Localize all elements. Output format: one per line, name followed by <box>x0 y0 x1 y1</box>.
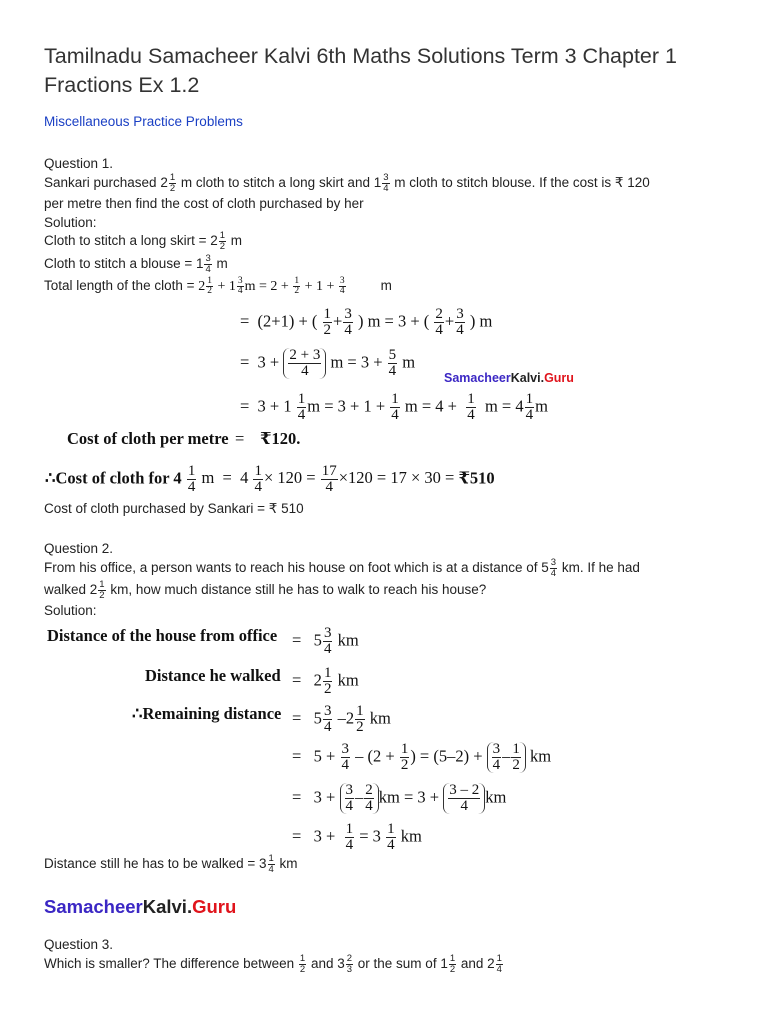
house-distance-value: = 5 $\frac{3}{4}$ km <box>292 625 359 657</box>
answer-1: Cost of cloth purchased by Sankari = ₹ 510 <box>44 501 304 516</box>
samacheer-kalvi-logo-small: SamacheerKalvi.Guru <box>444 371 574 385</box>
question-3-text: Which is smaller? The difference between $\frac{1}{2}$ and 3 $\frac{2}{3}$ or the sum of 1 $\frac{1}{2}$ and 2 $\frac{1}{4}$ <box>44 953 502 975</box>
walked-distance-label: Distance he walked <box>145 666 281 685</box>
question-1-text-line2: per metre then find the cost of cloth purchased by her <box>44 196 364 211</box>
remaining-distance-step1: = 5 $\frac{3}{4}$ –2 $\frac{1}{2}$ km <box>292 703 391 735</box>
house-distance-label: Distance of the house from office <box>47 626 278 645</box>
answer-2: Distance still he has to be walked = 3 $\frac{1}{4}$ km <box>44 853 298 875</box>
cost-per-metre-value: ₹120. <box>260 429 301 448</box>
total-length-line: Total length of the cloth = 2 $\frac{1}{2}$ + 1 $\frac{3}{4}$ m = 2 + $\frac{1}{2}$ + 1 + $\frac{3}{4}$ m <box>44 275 392 297</box>
question-1-label: Question 1. <box>44 156 114 171</box>
question-2-text-line2: walked 2 $\frac{1}{2}$ km, how much distance still he has to walk to reach his house? <box>44 579 487 601</box>
calc-step-2: = 3 + $\frac{2 + 3}{4}$ m = 3 + $\frac{5}{4}$ m <box>240 347 416 379</box>
cost-total-line: ∴Cost of cloth for 4 $\frac{1}{4}$ m = 4 $\frac{1}{4}$ × 120 = $\frac{17}{4}$ ×120 = 17 × 30 = ₹510 <box>45 463 495 495</box>
remaining-distance-step4: = 3 + $\frac{1}{4}$ = 3 $\frac{1}{4}$ km <box>292 821 422 853</box>
remaining-distance-step3: = 3 + $\frac{3}{4}$ – $\frac{2}{4}$ km = 3 + $\frac{3 - 2}{4}$ km <box>292 782 507 814</box>
remaining-distance-label: ∴Remaining distance <box>132 704 282 723</box>
question-3-label: Question 3. <box>44 937 114 952</box>
remaining-distance-step2: = 5 + $\frac{3}{4}$ – (2 + $\frac{1}{2}$ ) = (5–2) + $\frac{3}{4}$ – $\frac{1}{2}$ km <box>292 741 552 773</box>
question-2-text-line1: From his office, a person wants to reach his house on foot which is at a distance of 5 $\frac{3}{4}$ km. If he had <box>44 557 640 579</box>
solution-1-label: Solution: <box>44 215 97 230</box>
cost-per-metre-equals: = <box>235 429 245 448</box>
section-subheading[interactable]: Miscellaneous Practice Problems <box>44 114 243 129</box>
question-1-text-line1: Sankari purchased 2 $\frac{1}{2}$ m cloth to stitch a long skirt and 1 $\frac{3}{4}$ m cloth to stitch blouse. If the cost is ₹ 120 <box>44 172 650 194</box>
solution-2-label: Solution: <box>44 603 97 618</box>
calc-step-3: = 3 + 1 $\frac{1}{4}$ m = 3 + 1 + $\frac{1}{4}$ m = 4 + $\frac{1}{4}$ m = 4 $\frac{1}{4}$ m <box>240 391 548 423</box>
cost-per-metre-label: Cost of cloth per metre <box>67 429 229 448</box>
question-2-label: Question 2. <box>44 541 114 556</box>
skirt-length-line: Cloth to stitch a long skirt = 2 $\frac{1}{2}$ m <box>44 230 243 252</box>
calc-step-1: = (2+1) + ( $\frac{1}{2}$ + $\frac{3}{4}$ ) m = 3 + ( $\frac{2}{4}$ + $\frac{3}{4}$ ) m <box>240 306 493 338</box>
page-title: Tamilnadu Samacheer Kalvi 6th Maths Solutions Term 3 Chapter 1 Fractions Ex 1.2 <box>44 44 677 97</box>
blouse-length-line: Cloth to stitch a blouse = 1 $\frac{3}{4}$ m <box>44 253 228 275</box>
walked-distance-value: = 2 $\frac{1}{2}$ km <box>292 665 359 697</box>
samacheer-kalvi-logo: SamacheerKalvi.Guru <box>44 896 237 917</box>
